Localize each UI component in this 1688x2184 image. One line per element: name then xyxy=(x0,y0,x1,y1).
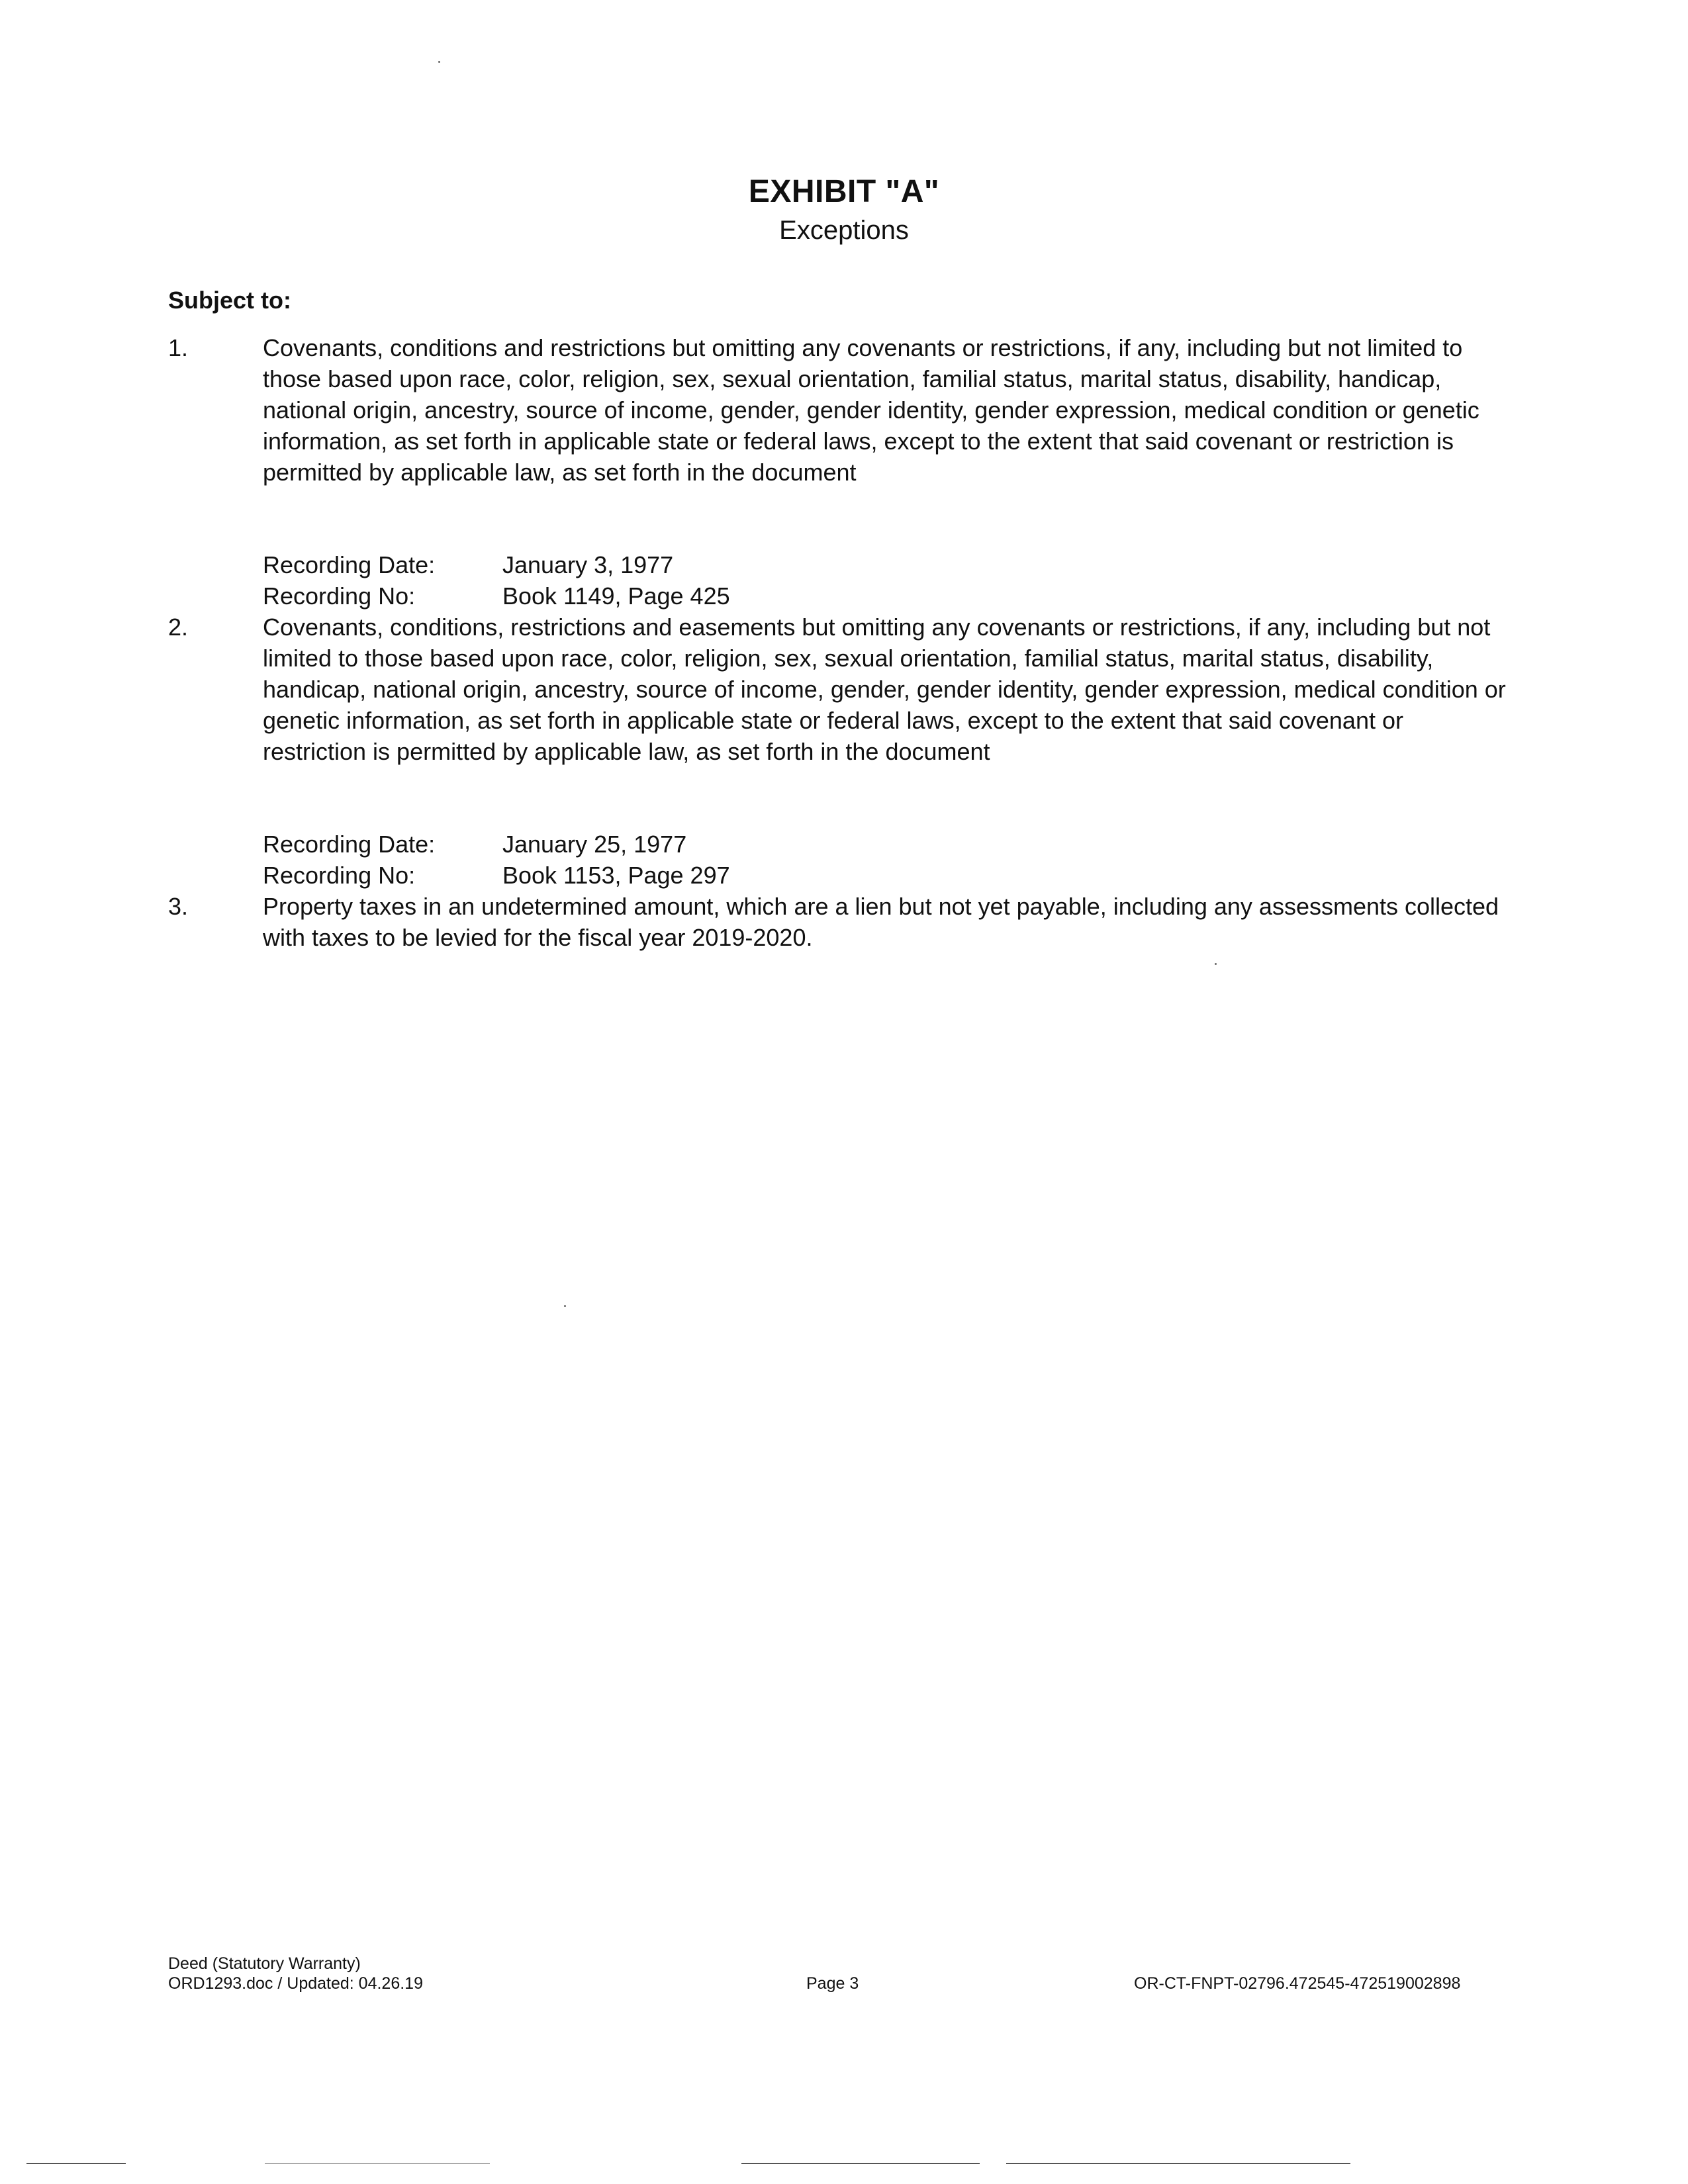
recording-date-value: January 25, 1977 xyxy=(502,831,687,858)
subject-to-heading: Subject to: xyxy=(168,287,291,314)
item-1-recording-date xyxy=(263,549,673,580)
scan-speck xyxy=(564,1305,566,1307)
scan-edge-line xyxy=(741,2163,980,2164)
recording-no-label: Recording No: xyxy=(263,582,416,610)
scan-edge-line xyxy=(1006,2163,1350,2164)
recording-no-value: Book 1149, Page 425 xyxy=(502,582,730,610)
recording-no-value: Book 1153, Page 297 xyxy=(502,862,730,889)
scan-edge-line xyxy=(265,2163,490,2164)
footer-doc-file: ORD1293.doc / Updated: 04.26.19 xyxy=(168,1974,423,1993)
item-2-number: 2. xyxy=(168,614,189,641)
footer-doc-type: Deed (Statutory Warranty) xyxy=(168,1954,361,1973)
footer-order-id: OR-CT-FNPT-02796.472545-472519002898 xyxy=(1134,1974,1461,1993)
footer-doc-info xyxy=(168,1954,423,1993)
item-3-number: 3. xyxy=(168,893,189,920)
exhibit-subtitle: Exceptions xyxy=(779,216,909,245)
recording-no-label: Recording No: xyxy=(263,862,416,889)
item-1-text: Covenants, conditions and restrictions but omitting any covenants or restrictions, if any, including but not limited to those based upon race, color, religion, sex, sexual orientation, familial status, marital status, disability, handicap, national origin, ancestry, source of income, gender, gender identity, gender expression, medical condition or genetic information, as set forth in applicable state or federal laws, except to the extent that said covenant or restriction is permitted by applicable law, as set forth in the document xyxy=(263,334,1479,486)
item-1-recording-no xyxy=(263,580,730,612)
item-1-number: 1. xyxy=(168,334,189,361)
recording-date-label: Recording Date: xyxy=(263,551,436,578)
recording-date-value: January 3, 1977 xyxy=(502,551,674,578)
scan-speck xyxy=(438,61,440,63)
footer-page-number: Page 3 xyxy=(806,1974,859,1993)
item-2-recording-date xyxy=(263,829,686,860)
scan-speck xyxy=(1215,963,1217,965)
item-2-recording-no xyxy=(263,860,730,891)
scan-edge-line xyxy=(26,2163,126,2164)
item-2-text: Covenants, conditions, restrictions and easements but omitting any covenants or restrictions, if any, including but not limited to those based upon race, color, religion, sex, sexual orientation, familial status, marital status, disability, handicap, national origin, ancestry, source of income, gender, gender identity, gender expression, medical condition or genetic information, as set forth in applicable state or federal laws, except to the extent that said covenant or restriction is permitted by applicable law, as set forth in the document xyxy=(263,614,1506,765)
exhibit-title: EXHIBIT "A" xyxy=(748,174,940,209)
item-3-text: Property taxes in an undetermined amount, which are a lien but not yet payable, including any assessments collected with taxes to be levied for the fiscal year 2019-2020. xyxy=(263,893,1499,951)
recording-date-label: Recording Date: xyxy=(263,831,436,858)
